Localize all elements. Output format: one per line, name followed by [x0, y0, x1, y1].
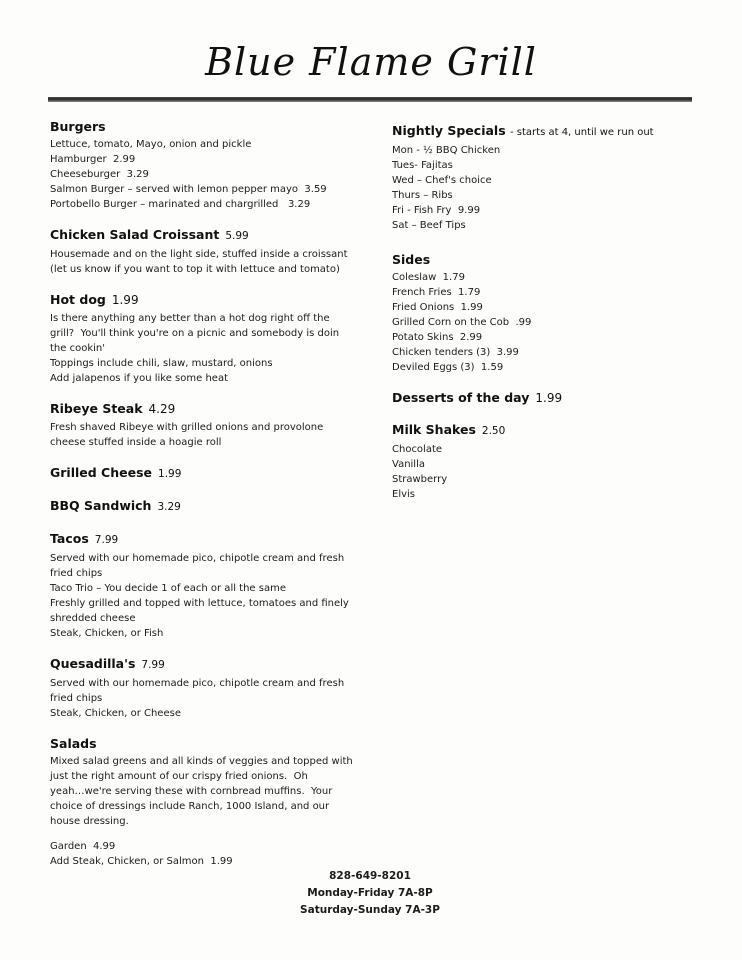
item-price: 1.99 — [111, 293, 139, 307]
right-column — [392, 122, 692, 516]
item-price: 1.99 — [535, 391, 563, 405]
bbq-section — [50, 497, 360, 516]
menu-line: choice of dressings include Ranch, 1000 Island, and our — [50, 801, 330, 812]
item-price: 5.99 — [225, 230, 249, 242]
menu-line: yeah…we're serving these with cornbread muffins. Your — [50, 786, 333, 797]
section-lines — [392, 143, 692, 233]
croissant-section — [50, 226, 360, 277]
menu-line: Served with our homemade pico, chipotle cream and fresh — [50, 553, 345, 564]
menu-line: just the right amount of our crispy fried onions. Oh — [50, 771, 308, 782]
item-name: Quesadilla's — [50, 656, 136, 671]
section-lines — [50, 754, 360, 829]
menu-line: (let us know if you want to top it with lettuce and tomato) — [50, 264, 340, 275]
sides-section — [392, 251, 692, 375]
menu-line: shredded cheese — [50, 613, 136, 624]
section-heading — [50, 464, 360, 483]
restaurant-title: Blue Flame Grill — [205, 40, 537, 84]
menu-line: Mixed salad greens and all kinds of veggies and topped with — [50, 756, 353, 767]
item-name: Hot dog — [50, 292, 106, 307]
section-heading — [50, 530, 360, 549]
section-heading — [392, 421, 692, 440]
menu-line: Lettuce, tomato, Mayo, onion and pickle — [50, 139, 252, 150]
menu-line: Cheeseburger 3.29 — [50, 169, 149, 180]
item-name: Desserts of the day — [392, 390, 530, 405]
menu-line: Salmon Burger – served with lemon pepper mayo 3.59 — [50, 184, 327, 195]
menu-line: Chocolate — [392, 444, 443, 455]
specials-note: - starts at 4, until we run out — [510, 127, 654, 138]
weekday-hours: Monday-Friday 7A-8P — [307, 887, 433, 899]
phone-number: 828-649-8201 — [329, 870, 411, 882]
ribeye-section — [50, 400, 360, 450]
tacos-section — [50, 530, 360, 641]
section-heading — [392, 389, 692, 407]
menu-line: Add jalapenos if you like some heat — [50, 373, 228, 384]
item-name: Tacos — [50, 531, 89, 546]
section-heading: Burgers — [50, 119, 106, 134]
menu-line: Sat – Beef Tips — [392, 220, 466, 231]
item-name: Chicken Salad Croissant — [50, 227, 220, 242]
item-price: 1.99 — [158, 468, 182, 480]
section-lines — [50, 420, 360, 450]
menu-line: Add Steak, Chicken, or Salmon 1.99 — [50, 856, 233, 867]
section-lines — [50, 311, 360, 386]
menu-line: Deviled Eggs (3) 1.59 — [392, 362, 504, 373]
menu-line: Portobello Burger – marinated and chargrilled 3.29 — [50, 199, 311, 210]
menu-line: Tues- Fajitas — [392, 160, 453, 171]
menu-line: Served with our homemade pico, chipotle cream and fresh — [50, 678, 345, 689]
item-price: 4.29 — [148, 402, 176, 416]
item-name: Nightly Specials — [392, 123, 506, 138]
menu-line: French Fries 1.79 — [392, 287, 481, 298]
section-heading — [50, 291, 360, 309]
menu-line: Thurs – Ribs — [392, 190, 453, 201]
section-lines — [392, 442, 692, 502]
section-heading — [50, 400, 360, 418]
section-lines — [392, 270, 692, 375]
menu-line: Housemade and on the light side, stuffed inside a croissant — [50, 249, 348, 260]
title-divider — [48, 97, 692, 102]
section-heading — [392, 122, 692, 141]
menu-line: fried chips — [50, 693, 103, 704]
menu-line: Fri - Fish Fry 9.99 — [392, 205, 481, 216]
hotdog-section — [50, 291, 360, 386]
section-lines — [50, 247, 360, 277]
section-lines — [50, 137, 360, 212]
item-price: 2.50 — [481, 425, 506, 437]
section-heading — [50, 497, 360, 516]
menu-line: Potato Skins 2.99 — [392, 332, 483, 343]
weekend-hours: Saturday-Sunday 7A-3P — [300, 904, 440, 916]
contact-footer — [270, 868, 470, 919]
menu-line: Mon - ½ BBQ Chicken — [392, 145, 501, 156]
menu-line: the cookin' — [50, 343, 105, 354]
shakes-section — [392, 421, 692, 502]
menu-line: Hamburger 2.99 — [50, 154, 136, 165]
section-heading — [50, 226, 360, 245]
item-name: Milk Shakes — [392, 422, 476, 437]
menu-line: Taco Trio – You decide 1 of each or all the same — [50, 583, 286, 594]
quesadillas-section — [50, 655, 360, 721]
menu-line: Garden 4.99 — [50, 841, 116, 852]
menu-line: Toppings include chili, slaw, mustard, onions — [50, 358, 273, 369]
menu-line: grill? You'll think you're on a picnic and somebody is doin — [50, 328, 340, 339]
grilled-cheese-section — [50, 464, 360, 483]
desserts-section — [392, 389, 692, 407]
menu-line: Steak, Chicken, or Fish — [50, 628, 164, 639]
section-heading — [50, 655, 360, 674]
menu-line: Vanilla — [392, 459, 425, 470]
item-price: 3.29 — [157, 501, 181, 513]
section-lines — [50, 676, 360, 721]
section-lines — [50, 839, 360, 869]
menu-line: Fresh shaved Ribeye with grilled onions and provolone — [50, 422, 324, 433]
menu-line: house dressing. — [50, 816, 129, 827]
menu-line: Fried Onions 1.99 — [392, 302, 483, 313]
salads-section — [50, 735, 360, 869]
menu-line: Strawberry — [392, 474, 448, 485]
menu-line: cheese stuffed inside a hoagie roll — [50, 437, 222, 448]
menu-line: Wed – Chef's choice — [392, 175, 492, 186]
item-name: Grilled Cheese — [50, 465, 153, 480]
menu-line: Freshly grilled and topped with lettuce, tomatoes and finely — [50, 598, 349, 609]
item-name: BBQ Sandwich — [50, 498, 152, 513]
item-price: 7.99 — [94, 534, 119, 546]
menu-line: Steak, Chicken, or Cheese — [50, 708, 181, 719]
menu-line: Coleslaw 1.79 — [392, 272, 465, 283]
section-lines — [50, 551, 360, 641]
menu-line: Grilled Corn on the Cob .99 — [392, 317, 532, 328]
item-name: Ribeye Steak — [50, 401, 143, 416]
burgers-section — [50, 118, 360, 212]
specials-section — [392, 122, 692, 233]
section-heading: Salads — [50, 736, 97, 751]
menu-line: Chicken tenders (3) 3.99 — [392, 347, 519, 358]
menu-line: Elvis — [392, 489, 416, 500]
spacer — [50, 829, 360, 839]
menu-line: fried chips — [50, 568, 103, 579]
item-price: 7.99 — [141, 659, 165, 671]
left-column — [50, 118, 360, 883]
menu-line: Is there anything any better than a hot dog right off the — [50, 313, 330, 324]
section-heading: Sides — [392, 252, 431, 267]
